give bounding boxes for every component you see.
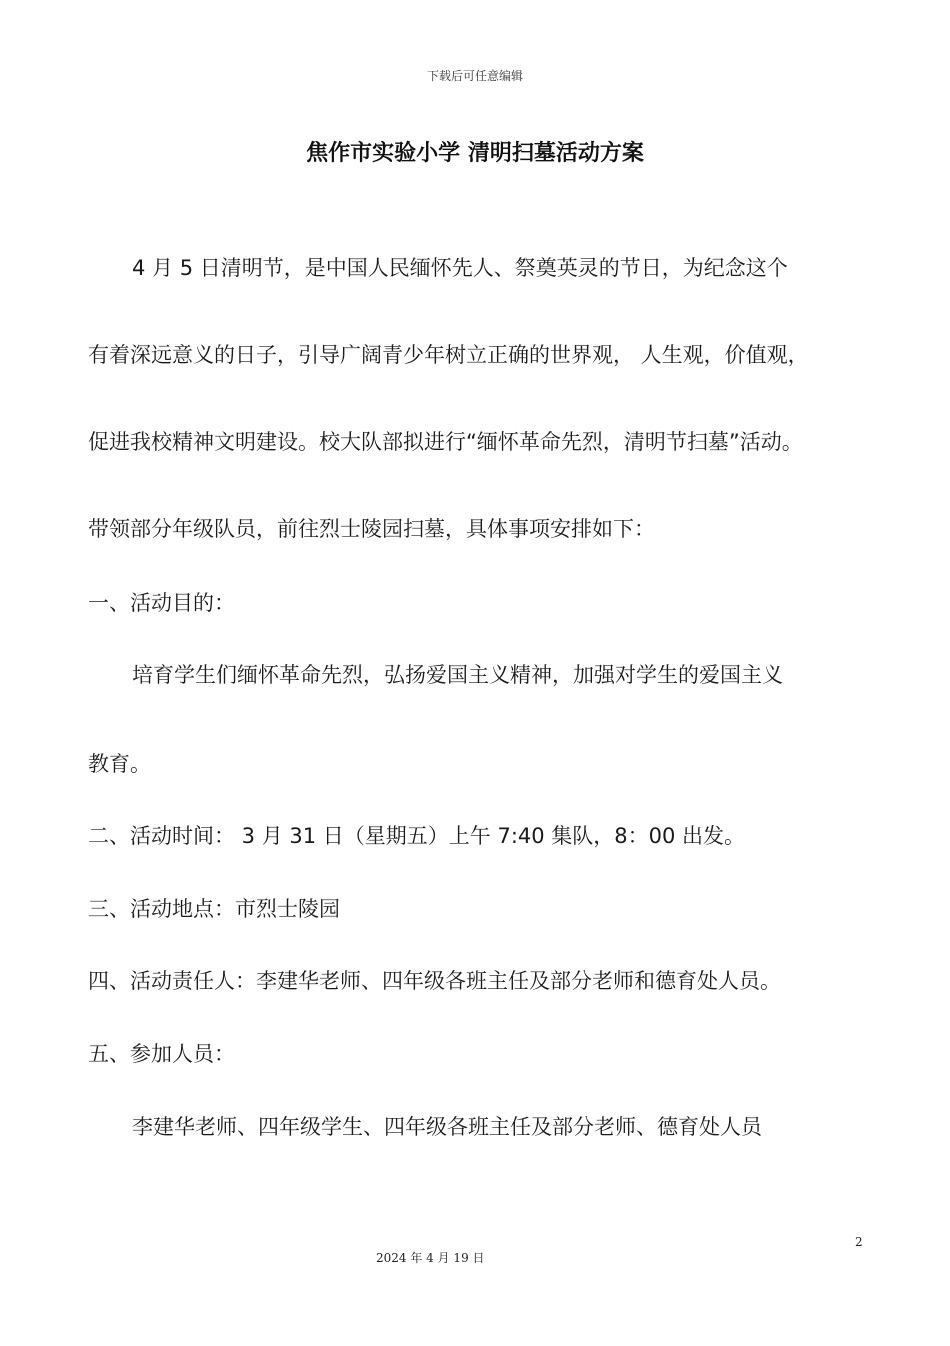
paragraph-line: 教育。: [88, 752, 151, 776]
page-number: 2: [855, 1235, 863, 1249]
paragraph-line: 带领部分年级队员，前往烈士陵园扫墓，具体事项安排如下：: [88, 517, 655, 541]
paragraph-line: 有着深远意义的日子，引导广阔青少年树立正确的世界观， 人生观，价值观，: [88, 343, 809, 367]
section-heading-time: 二、活动时间： 3 月 31 日（星期五）上午 7:40 集队，8：00 出发。: [88, 824, 746, 848]
paragraph-line: 李建华老师、四年级学生、四年级各班主任及部分老师、德育处人员: [132, 1115, 762, 1139]
paragraph-line: 培育学生们缅怀革命先烈，弘扬爱国主义精神，加强对学生的爱国主义: [132, 663, 783, 687]
section-heading-participants: 五、参加人员：: [88, 1042, 235, 1066]
section-heading-responsible: 四、活动责任人：李建华老师、四年级各班主任及部分老师和德育处人员。: [88, 969, 781, 993]
section-heading-purpose: 一、活动目的：: [88, 591, 235, 615]
section-heading-location: 三、活动地点：市烈士陵园: [88, 897, 340, 921]
paragraph-line: 4 月 5 日清明节，是中国人民缅怀先人、祭奠英灵的节日，为纪念这个: [132, 256, 788, 280]
paragraph-line: 促进我校精神文明建设。校大队部拟进行“缅怀革命先烈，清明节扫墓”活动。: [88, 430, 803, 454]
footer-date: 2024 年 4 月 19 日: [376, 1251, 485, 1265]
header-note: 下载后可任意编辑: [426, 69, 523, 83]
document-title: 焦作市实验小学 清明扫墓活动方案: [306, 141, 644, 166]
